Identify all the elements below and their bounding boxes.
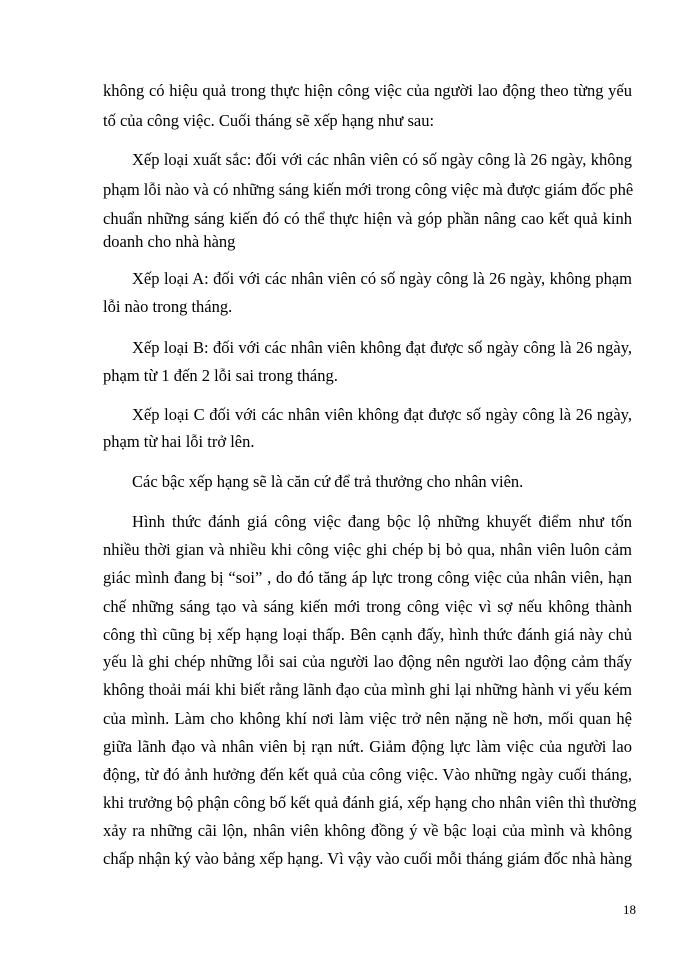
text-line: công thì cũng bị xếp hạng loại thấp. Bên cạnh đấy, hình thức đánh giá này chủ: [103, 625, 632, 644]
text-line: Các bậc xếp hạng sẽ là căn cứ để trả thưởng cho nhân viên.: [132, 472, 524, 491]
text-line: phạm lỗi nào và có những sáng kiến mới trong công việc mà được giám đốc phê: [103, 180, 634, 199]
text-line: giữa lãnh đạo và nhân viên bị rạn nứt. Giảm động lực làm việc của người lao: [103, 737, 632, 756]
text-line: Xếp loại C đối với các nhân viên không đạt được số ngày công là 26 ngày,: [132, 405, 632, 424]
text-line: Xếp loại B: đối với các nhân viên không đạt được số ngày công là 26 ngày,: [132, 338, 632, 357]
text-line: của mình. Làm cho không khí nơi làm việc trở nên nặng nề hơn, mối quan hệ: [103, 709, 632, 728]
page-number: 18: [623, 902, 636, 917]
text-line: xảy ra những cãi lộn, nhân viên không đồng ý về bậc loại của mình và không: [103, 821, 632, 840]
text-line: Xếp loại xuất sắc: đối với các nhân viên có số ngày công là 26 ngày, không: [132, 150, 632, 169]
text-line: giác mình đang bị “soi” , do đó tăng áp lực trong công việc của nhân viên, hạn: [103, 568, 632, 587]
text-line: không thoải mái khi biết rằng lãnh đạo của mình ghi lại những hành vi yếu kém: [103, 680, 632, 699]
text-line: phạm từ hai lỗi trở lên.: [103, 432, 255, 451]
text-line: doanh cho nhà hàng: [103, 232, 236, 251]
text-line: nhiều thời gian và nhiều khi công việc ghi chép bị bỏ qua, nhân viên luôn cảm: [103, 540, 632, 559]
text-line: chế những sáng tạo và sáng kiến mới trong công việc vì sợ nếu không thành: [103, 597, 632, 616]
text-line: khi trưởng bộ phận công bố kết quả đánh giá, xếp hạng cho nhân viên thì thường: [103, 793, 637, 812]
text-line: Hình thức đánh giá công việc đang bộc lộ những khuyết điểm như tốn: [132, 512, 632, 531]
text-line: Xếp loại A: đối với các nhân viên có số ngày công là 26 ngày, không phạm: [132, 269, 632, 288]
text-line: phạm từ 1 đến 2 lỗi sai trong tháng.: [103, 366, 338, 385]
text-line: lỗi nào trong tháng.: [103, 297, 233, 316]
text-line: tố của công việc. Cuối tháng sẽ xếp hạng như sau:: [103, 111, 435, 130]
text-line: yếu là ghi chép những lỗi sai của người lao động nên người lao động cảm thấy: [103, 652, 632, 671]
text-line: chấp nhận ký vào bảng xếp hạng. Vì vậy vào cuối mỗi tháng giám đốc nhà hàng: [103, 849, 632, 868]
text-line: động, từ đó ảnh hưởng đến kết quả của công việc. Vào những ngày cuối tháng,: [103, 765, 632, 784]
text-line: không có hiệu quả trong thực hiện công việc của người lao động theo từng yếu: [103, 81, 632, 100]
text-line: chuẩn những sáng kiến đó có thể thực hiện và góp phần nâng cao kết quả kinh: [103, 209, 632, 228]
